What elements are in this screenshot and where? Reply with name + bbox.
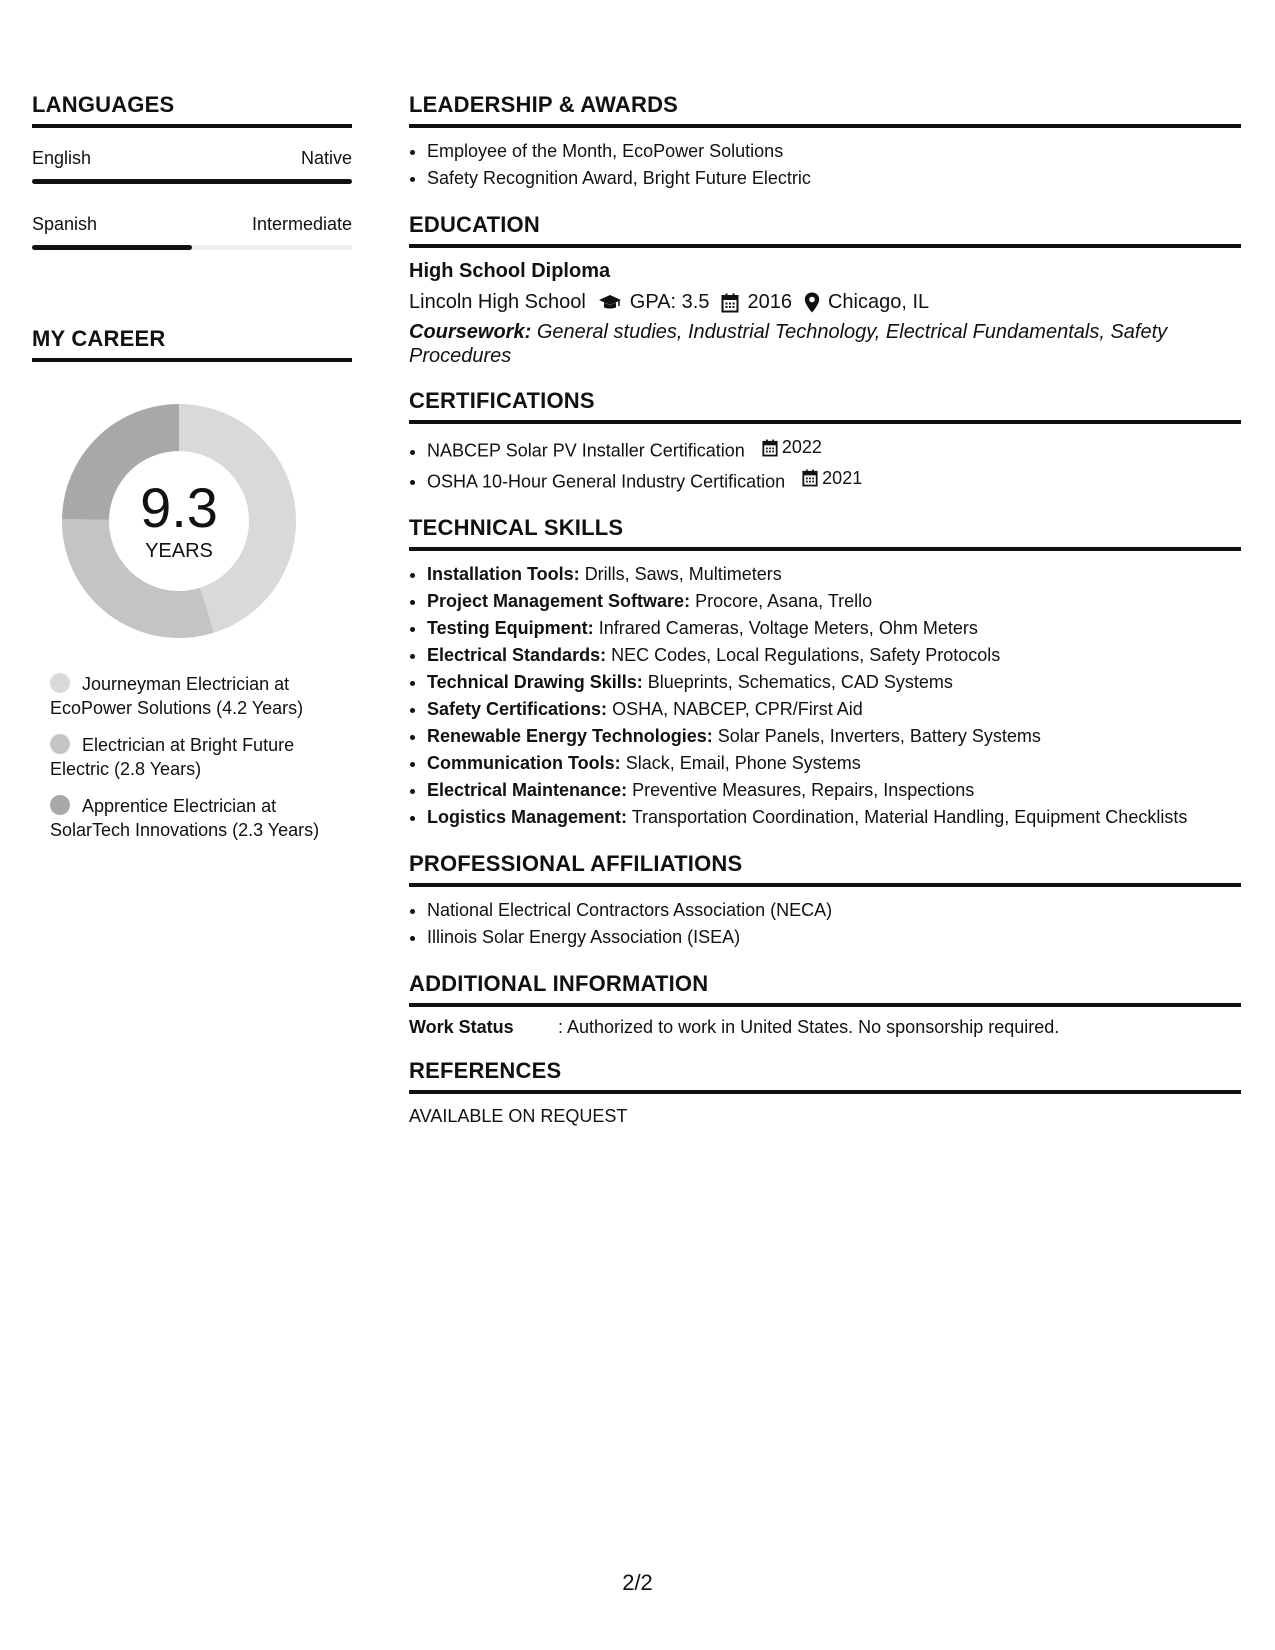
skill-label: Testing Equipment: — [427, 618, 594, 638]
language-proficiency-bar — [32, 179, 352, 184]
certifications-section — [409, 388, 1241, 495]
skill-item — [427, 561, 1241, 588]
skill-label: Technical Drawing Skills: — [427, 672, 643, 692]
languages-title: LANGUAGES — [32, 92, 352, 128]
skill-value: Blueprints, Schematics, CAD Systems — [647, 672, 953, 692]
skill-label: Logistics Management: — [427, 807, 628, 827]
skill-item — [427, 588, 1241, 615]
skill-label: Installation Tools: — [427, 564, 580, 584]
skill-item — [427, 669, 1241, 696]
skill-label: Safety Certifications: — [427, 699, 608, 719]
education-location: Chicago, IL — [827, 291, 930, 313]
calendar-icon — [721, 293, 739, 313]
skill-value: Procore, Asana, Trello — [695, 591, 873, 611]
skill-item — [427, 804, 1241, 831]
list-item: • Employee of the Month, EcoPower Solutions — [427, 138, 1241, 165]
skill-item — [427, 642, 1241, 669]
leadership-section — [409, 92, 1241, 192]
language-item — [32, 214, 352, 250]
education-coursework — [409, 320, 1241, 368]
legend-dot — [50, 673, 70, 693]
legend-text: Electrician at Bright Future Electric (2.8 Years) — [50, 735, 295, 779]
skill-item — [427, 615, 1241, 642]
skill-label: Renewable Energy Technologies: — [427, 726, 713, 746]
list-item: • Safety Recognition Award, Bright Future Electric — [427, 165, 1241, 192]
skills-section — [409, 515, 1241, 831]
skill-value: Slack, Email, Phone Systems — [625, 753, 861, 773]
references-section — [409, 1058, 1241, 1127]
education-section — [409, 212, 1241, 368]
language-level: Intermediate — [251, 214, 352, 234]
career-legend-item — [50, 794, 330, 842]
career-legend-item — [50, 733, 330, 781]
skill-value: Solar Panels, Inverters, Battery Systems — [717, 726, 1041, 746]
work-status-label: Work Status — [409, 1017, 514, 1037]
skill-item — [427, 723, 1241, 750]
work-status-value: : Authorized to work in United States. No sponsorship required. — [558, 1017, 1060, 1037]
legend-dot — [50, 795, 70, 815]
language-name: Spanish — [32, 214, 98, 234]
education-school: Lincoln High School — [409, 291, 586, 313]
skill-item — [427, 696, 1241, 723]
certification-year: 2022 — [781, 437, 822, 457]
left-column — [32, 92, 352, 855]
legend-dot — [50, 734, 70, 754]
additional-title: ADDITIONAL INFORMATION — [409, 971, 1241, 1007]
leadership-title: LEADERSHIP & AWARDS — [409, 92, 1241, 128]
skill-label: Electrical Standards: — [427, 645, 607, 665]
skill-value: OSHA, NABCEP, CPR/First Aid — [612, 699, 863, 719]
skill-value: Preventive Measures, Repairs, Inspections — [632, 780, 975, 800]
education-year: 2016 — [747, 291, 792, 313]
legend-text: Apprentice Electrician at SolarTech Innovations (2.3 Years) — [50, 796, 320, 840]
language-proficiency-fill — [32, 179, 352, 184]
career-title: MY CAREER — [32, 326, 352, 362]
skill-value: NEC Codes, Local Regulations, Safety Protocols — [611, 645, 1001, 665]
skill-item — [427, 777, 1241, 804]
calendar-icon — [762, 439, 778, 457]
education-gpa: GPA: 3.5 — [629, 291, 710, 313]
legend-text: Journeyman Electrician at EcoPower Solutions (4.2 Years) — [50, 674, 304, 718]
additional-section — [409, 971, 1241, 1038]
skill-label: Communication Tools: — [427, 753, 621, 773]
career-legend-item — [50, 672, 330, 720]
education-title: EDUCATION — [409, 212, 1241, 248]
skill-value: Transportation Coordination, Material Handling, Equipment Checklists — [631, 807, 1188, 827]
coursework-label: Coursework: — [409, 321, 532, 343]
list-item — [427, 434, 1241, 465]
career-total-unit: YEARS — [145, 539, 213, 562]
page-number: 2/2 — [622, 1570, 653, 1595]
references-title: REFERENCES — [409, 1058, 1241, 1094]
certification-name: OSHA 10-Hour General Industry Certification — [427, 471, 786, 491]
skill-item — [427, 750, 1241, 777]
map-pin-icon — [804, 292, 820, 313]
languages-list — [32, 148, 352, 250]
list-item — [427, 465, 1241, 496]
skill-value: Drills, Saws, Multimeters — [584, 564, 782, 584]
coursework-text: General studies, Industrial Technology, Electrical Fundamentals, Safety Procedures — [409, 321, 1168, 367]
language-level: Native — [300, 148, 352, 168]
career-donut-chart — [54, 396, 304, 646]
calendar-icon — [802, 469, 818, 487]
right-column — [409, 92, 1241, 1147]
certifications-title: CERTIFICATIONS — [409, 388, 1241, 424]
career-legend — [50, 672, 330, 842]
language-item — [32, 148, 352, 184]
graduation-cap-icon — [598, 294, 622, 312]
references-text: AVAILABLE ON REQUEST — [409, 1106, 628, 1126]
certification-name: NABCEP Solar PV Installer Certification — [427, 440, 745, 461]
affiliations-section — [409, 851, 1241, 951]
affiliations-title: PROFESSIONAL AFFILIATIONS — [409, 851, 1241, 887]
skills-title: TECHNICAL SKILLS — [409, 515, 1241, 551]
skill-label: Project Management Software: — [427, 591, 691, 611]
language-proficiency-fill — [32, 245, 192, 250]
language-proficiency-bar — [32, 245, 352, 250]
career-total-years: 9.3 — [140, 475, 218, 539]
education-degree: High School Diploma — [409, 260, 611, 282]
skill-value: Infrared Cameras, Voltage Meters, Ohm Meters — [598, 618, 978, 638]
certification-year: 2021 — [822, 467, 863, 488]
list-item: • National Electrical Contractors Association (NECA) — [427, 897, 1241, 924]
skills-list — [409, 561, 1241, 831]
list-item: • Illinois Solar Energy Association (ISEA) — [427, 924, 1241, 951]
language-name: English — [32, 148, 92, 168]
skill-label: Electrical Maintenance: — [427, 780, 628, 800]
